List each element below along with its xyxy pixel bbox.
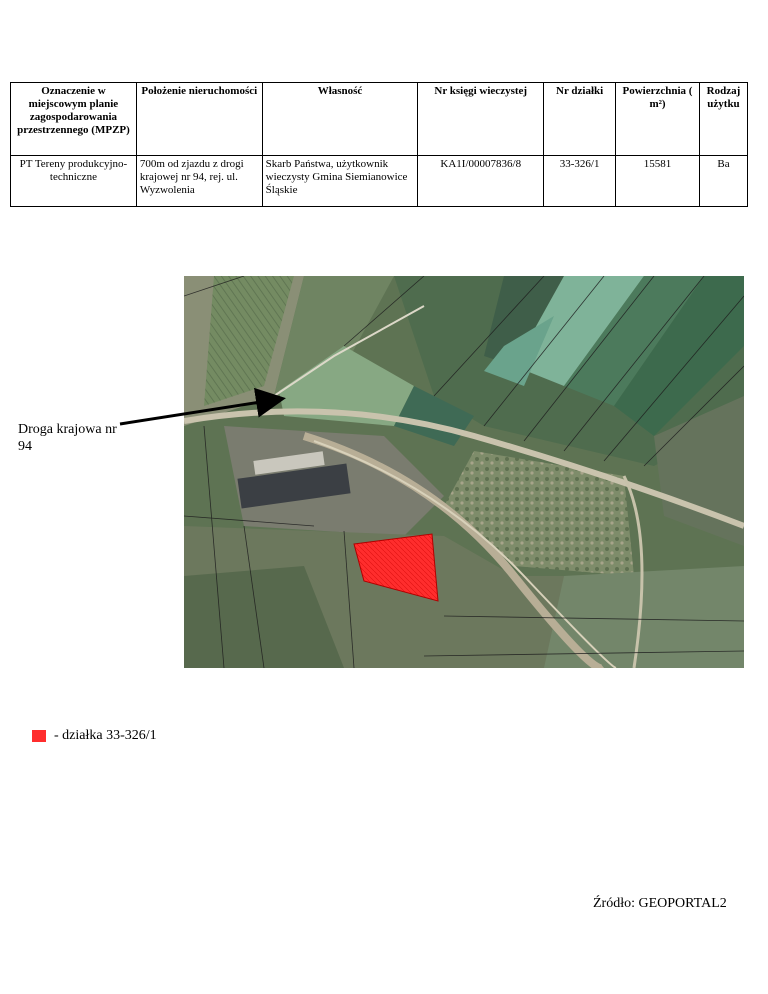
legend-swatch — [32, 730, 46, 742]
source-label: Źródło: GEOPORTAL2 — [593, 896, 727, 911]
legend-label: - działka 33-326/1 — [54, 728, 157, 743]
table-header-row — [11, 83, 748, 156]
aerial-map — [184, 276, 744, 668]
property-table — [10, 82, 748, 207]
table-row — [11, 156, 748, 207]
header-plot-number: Nr działki — [544, 83, 616, 156]
cell-ownership: Skarb Państwa, użytkownik wieczysty Gmina Siemianowice Śląskie — [262, 156, 418, 207]
header-mpzp: Oznaczenie w miejscowym planie zagospodarowania przestrzennego (MPZP) — [11, 83, 137, 156]
header-kw-number: Nr księgi wieczystej — [418, 83, 544, 156]
aerial-map-image — [184, 276, 744, 668]
cell-mpzp: PT Tereny produkcyjno-techniczne — [11, 156, 137, 207]
cell-area: 15581 — [616, 156, 700, 207]
cell-kw-number: KA1I/00007836/8 — [418, 156, 544, 207]
cell-location: 700m od zjazdu z drogi krajowej nr 94, rej. ul. Wyzwolenia — [136, 156, 262, 207]
legend — [32, 728, 157, 744]
header-area: Powierzchnia ( m²) — [616, 83, 700, 156]
header-location: Położenie nieruchomości — [136, 83, 262, 156]
cell-land-use: Ba — [699, 156, 747, 207]
road-label: Droga krajowa nr 94 — [18, 422, 117, 454]
header-ownership: Własność — [262, 83, 418, 156]
header-land-use: Rodzaj użytku — [699, 83, 747, 156]
cell-plot-number: 33-326/1 — [544, 156, 616, 207]
